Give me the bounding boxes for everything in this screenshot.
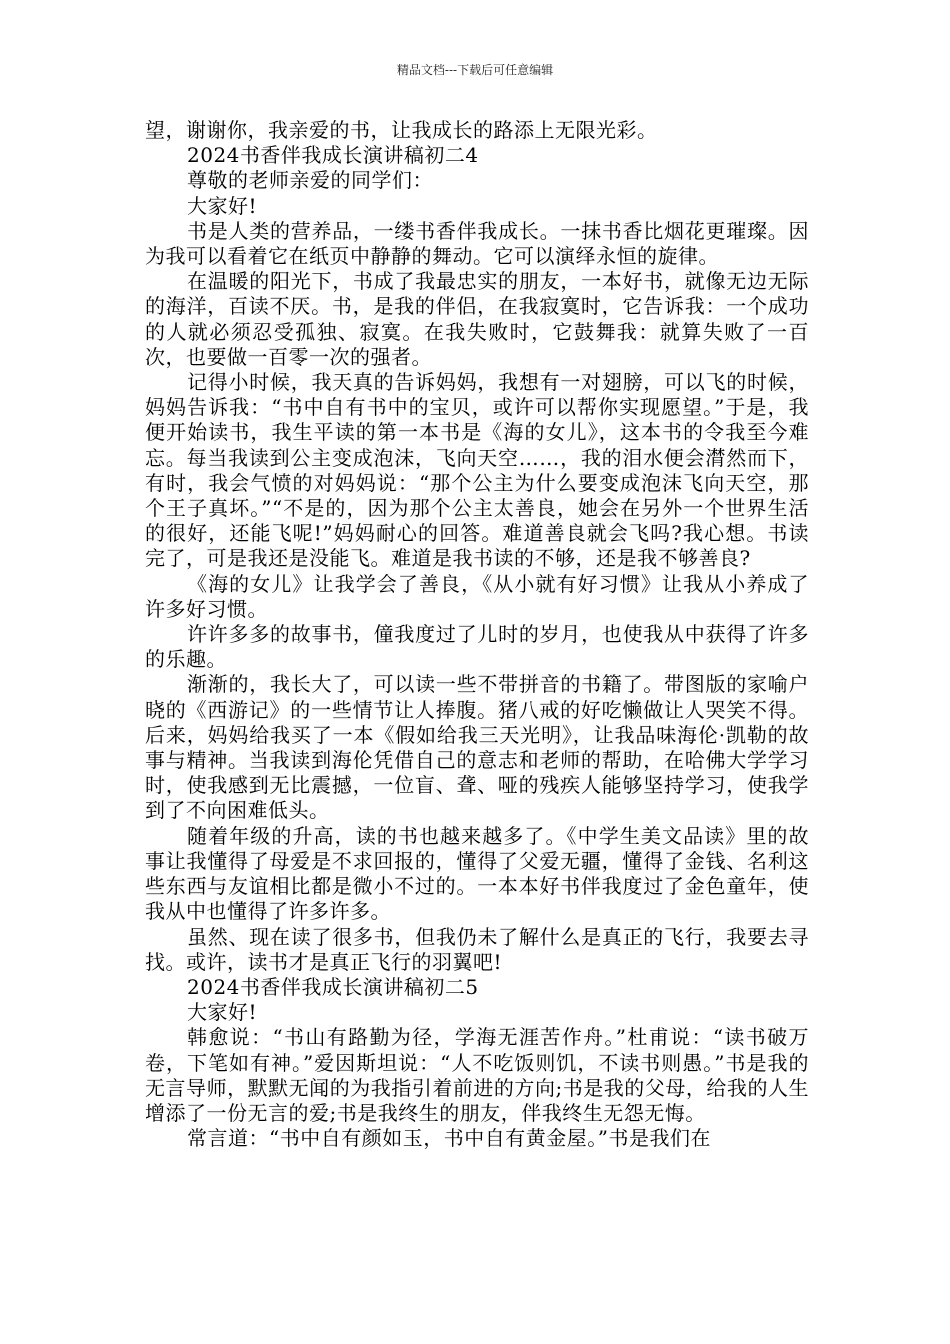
greeting: 大家好! bbox=[187, 193, 258, 218]
salutation: 尊敬的老师亲爱的同学们： bbox=[187, 168, 433, 193]
page-header: 精品文档---下载后可任意编辑 bbox=[396, 63, 554, 77]
section-title: 2024书香伴我成长演讲稿初二5 bbox=[187, 974, 479, 999]
paragraph: 望，谢谢你，我亲爱的书，让我成长的路添上无限光彩。 bbox=[145, 118, 658, 142]
paragraph: 虽然、现在读了很多书，但我仍未了解什么是真正的飞行，我要去寻找。或许，读书才是真正飞行的羽翼吧! bbox=[145, 924, 809, 974]
paragraph: 常言道：“书中自有颜如玉，书中自有黄金屋。”书是我们在 bbox=[187, 1126, 711, 1151]
paragraph: 韩愈说：“书山有路勤为径，学海无涯苦作舟。”杜甫说：“读书破万卷，下笔如有神。”爱因斯坦说：“人不吃饭则饥，不读书则愚。”书是我的无言导师，默默无闻的为我指引着前进的方向;书是我的父母，给我的人生增添了一份无言的爱;书是我终生的朋友，伴我终生无怨无悔。 bbox=[145, 1025, 809, 1125]
paragraph: 《海的女儿》让我学会了善良，《从小就有好习惯》让我从小养成了许多好习惯。 bbox=[145, 571, 809, 621]
paragraph: 许许多多的故事书，僮我度过了儿时的岁月，也使我从中获得了许多的乐趣。 bbox=[145, 622, 809, 672]
paragraph: 记得小时候，我天真的告诉妈妈，我想有一对翅膀，可以飞的时候，妈妈告诉我：“书中自有书中的宝贝，或许可以帮你实现愿望。”于是，我便开始读书，我生平读的第一本书是《海的女儿》，这本书的令我至今难忘。每当我读到公主变成泡沫，飞向天空……，我的泪水便会潸然而下，有时，我会气愤的对妈妈说：“那个公主为什么要变成泡沫飞向天空，那个王子真坏。”“不是的，因为那个公主太善良，她会在另外一个世界生活的很好，还能飞呢!”妈妈耐心的回答。难道善良就会飞吗?我心想。书读完了，可是我还是没能飞。难道是我书读的不够，还是我不够善良? bbox=[145, 370, 809, 571]
paragraph: 书是人类的营养品，一缕书香伴我成长。一抹书香比烟花更璀璨。因为我可以看着它在纸页中静静的舞动。它可以演绎永恒的旋律。 bbox=[145, 218, 809, 269]
paragraph: 在温暖的阳光下，书成了我最忠实的朋友，一本好书，就像无边无际的海洋，百读不厌。书，是我的伴侣，在我寂寞时，它告诉我：一个成功的人就必须忍受孤独、寂寞。在我失败时，它鼓舞我：就算失败了一百次，也要做一百零一次的强者。 bbox=[145, 269, 809, 369]
paragraph: 渐渐的，我长大了，可以读一些不带拼音的书籍了。带图版的家喻户晓的《西游记》的一些情节让人捧腹。猪八戒的好吃懒做让人哭笑不得。后来，妈妈给我买了一本《假如给我三天光明》，让我品味海伦·凯勒的故事与精神。当我读到海伦凭借自己的意志和老师的帮助，在哈佛大学学习时，使我感到无比震撼，一位盲、聋、哑的残疾人能够坚持学习，使我学到了不向困难低头。 bbox=[145, 672, 809, 823]
paragraph: 随着年级的升高，读的书也越来越多了。《中学生美文品读》里的故事让我懂得了母爱是不求回报的，懂得了父爱无疆，懂得了金钱、名利这些东西与友谊相比都是微小不过的。一本本好书伴我度过了金色童年，使我从中也懂得了许多许多。 bbox=[145, 823, 809, 924]
greeting: 大家好! bbox=[187, 1000, 258, 1025]
document-body bbox=[145, 118, 809, 1151]
section-title: 2024书香伴我成长演讲稿初二4 bbox=[187, 143, 479, 168]
